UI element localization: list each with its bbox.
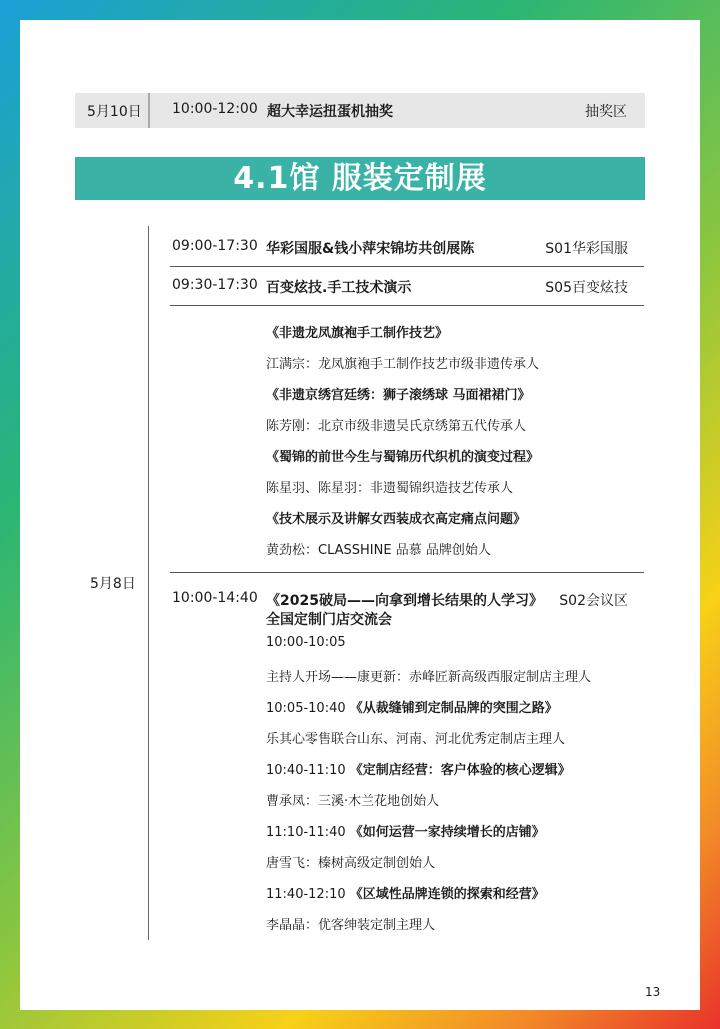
agenda-speaker: 曹承凤：三溪·木兰花地创始人 — [266, 794, 440, 809]
demo-speaker: 黄劲松：CLASSHINE 品慕 品牌创始人 — [266, 543, 491, 558]
forum-title: 《2025破局——向拿到增长结果的人学习》 — [266, 593, 543, 609]
forum-subtitle: 全国定制门店交流会 — [266, 612, 392, 628]
agenda-item — [266, 697, 558, 716]
session-title: 超大幸运扭蛋机抽奖 — [267, 104, 393, 120]
session-title: 百变炫技.手工技术演示 — [266, 280, 412, 296]
agenda-item — [266, 883, 545, 902]
agenda-time: 10:00-10:05 — [266, 635, 346, 650]
agenda-item — [266, 821, 545, 840]
agenda-speaker: 乐其心零售联合山东、河南、河北优秀定制店主理人 — [266, 732, 566, 747]
agenda-topic: 《定制店经营：客户体验的核心逻辑》 — [349, 763, 571, 778]
timeline-date: 5月8日 — [90, 576, 136, 592]
demo-topic: 《蜀锦的前世今生与蜀锦历代织机的演变过程》 — [266, 450, 540, 465]
timeline-line — [148, 226, 149, 940]
agenda-speaker: 唐雪飞：榛树高级定制创始人 — [266, 856, 436, 871]
agenda-topic: 《如何运营一家持续增长的店铺》 — [349, 825, 545, 840]
agenda-item — [266, 759, 571, 778]
row-divider — [170, 305, 644, 306]
session-date: 5月10日 — [87, 104, 142, 120]
demo-speaker: 陈星羽、陈星羽：非遗蜀锦织造技艺传承人 — [266, 481, 514, 496]
session-time: 09:00-17:30 — [172, 238, 258, 254]
agenda-time: 11:40-12:10 — [266, 887, 346, 902]
demo-topic: 《非遗龙凤旗袍手工制作技艺》 — [266, 326, 449, 341]
row-divider — [170, 572, 644, 573]
agenda-topic: 《从裁缝铺到定制品牌的突围之路》 — [349, 701, 558, 716]
demo-topic: 《技术展示及讲解女西装成衣高定痛点问题》 — [266, 512, 527, 527]
agenda-speaker: 李晶晶：优客绅装定制主理人 — [266, 918, 436, 933]
forum-location: S02会议区 — [559, 593, 628, 609]
session-title: 华彩国服&钱小萍宋锦坊共创展陈 — [266, 241, 475, 257]
session-time: 09:30-17:30 — [172, 277, 258, 293]
session-bar-may10 — [75, 93, 645, 128]
divider — [148, 93, 150, 128]
forum-time: 10:00-14:40 — [172, 590, 258, 606]
session-time: 10:00-12:00 — [172, 101, 258, 117]
session-location: 抽奖区 — [585, 104, 627, 120]
demo-speaker: 陈芳刚：北京市级非遗吴氏京绣第五代传承人 — [266, 419, 527, 434]
agenda-time: 10:40-11:10 — [266, 763, 346, 778]
session-location: S05百变炫技 — [545, 280, 628, 296]
demo-topic: 《非遗京绣宫廷绣：狮子滚绣球 马面裙裙门》 — [266, 388, 531, 403]
session-location: S01华彩国服 — [545, 241, 628, 257]
hall-banner: 4.1馆 服装定制展 — [75, 157, 645, 200]
agenda-time: 10:05-10:40 — [266, 701, 346, 716]
agenda-topic: 《区域性品牌连锁的探索和经营》 — [349, 887, 545, 902]
demo-speaker: 江满宗：龙凤旗袍手工制作技艺市级非遗传承人 — [266, 357, 540, 372]
agenda-speaker: 主持人开场——康更新：赤峰匠新高级西服定制店主理人 — [266, 670, 592, 685]
page-number: 13 — [645, 985, 661, 999]
agenda-time: 11:10-11:40 — [266, 825, 346, 840]
row-divider — [170, 266, 644, 267]
